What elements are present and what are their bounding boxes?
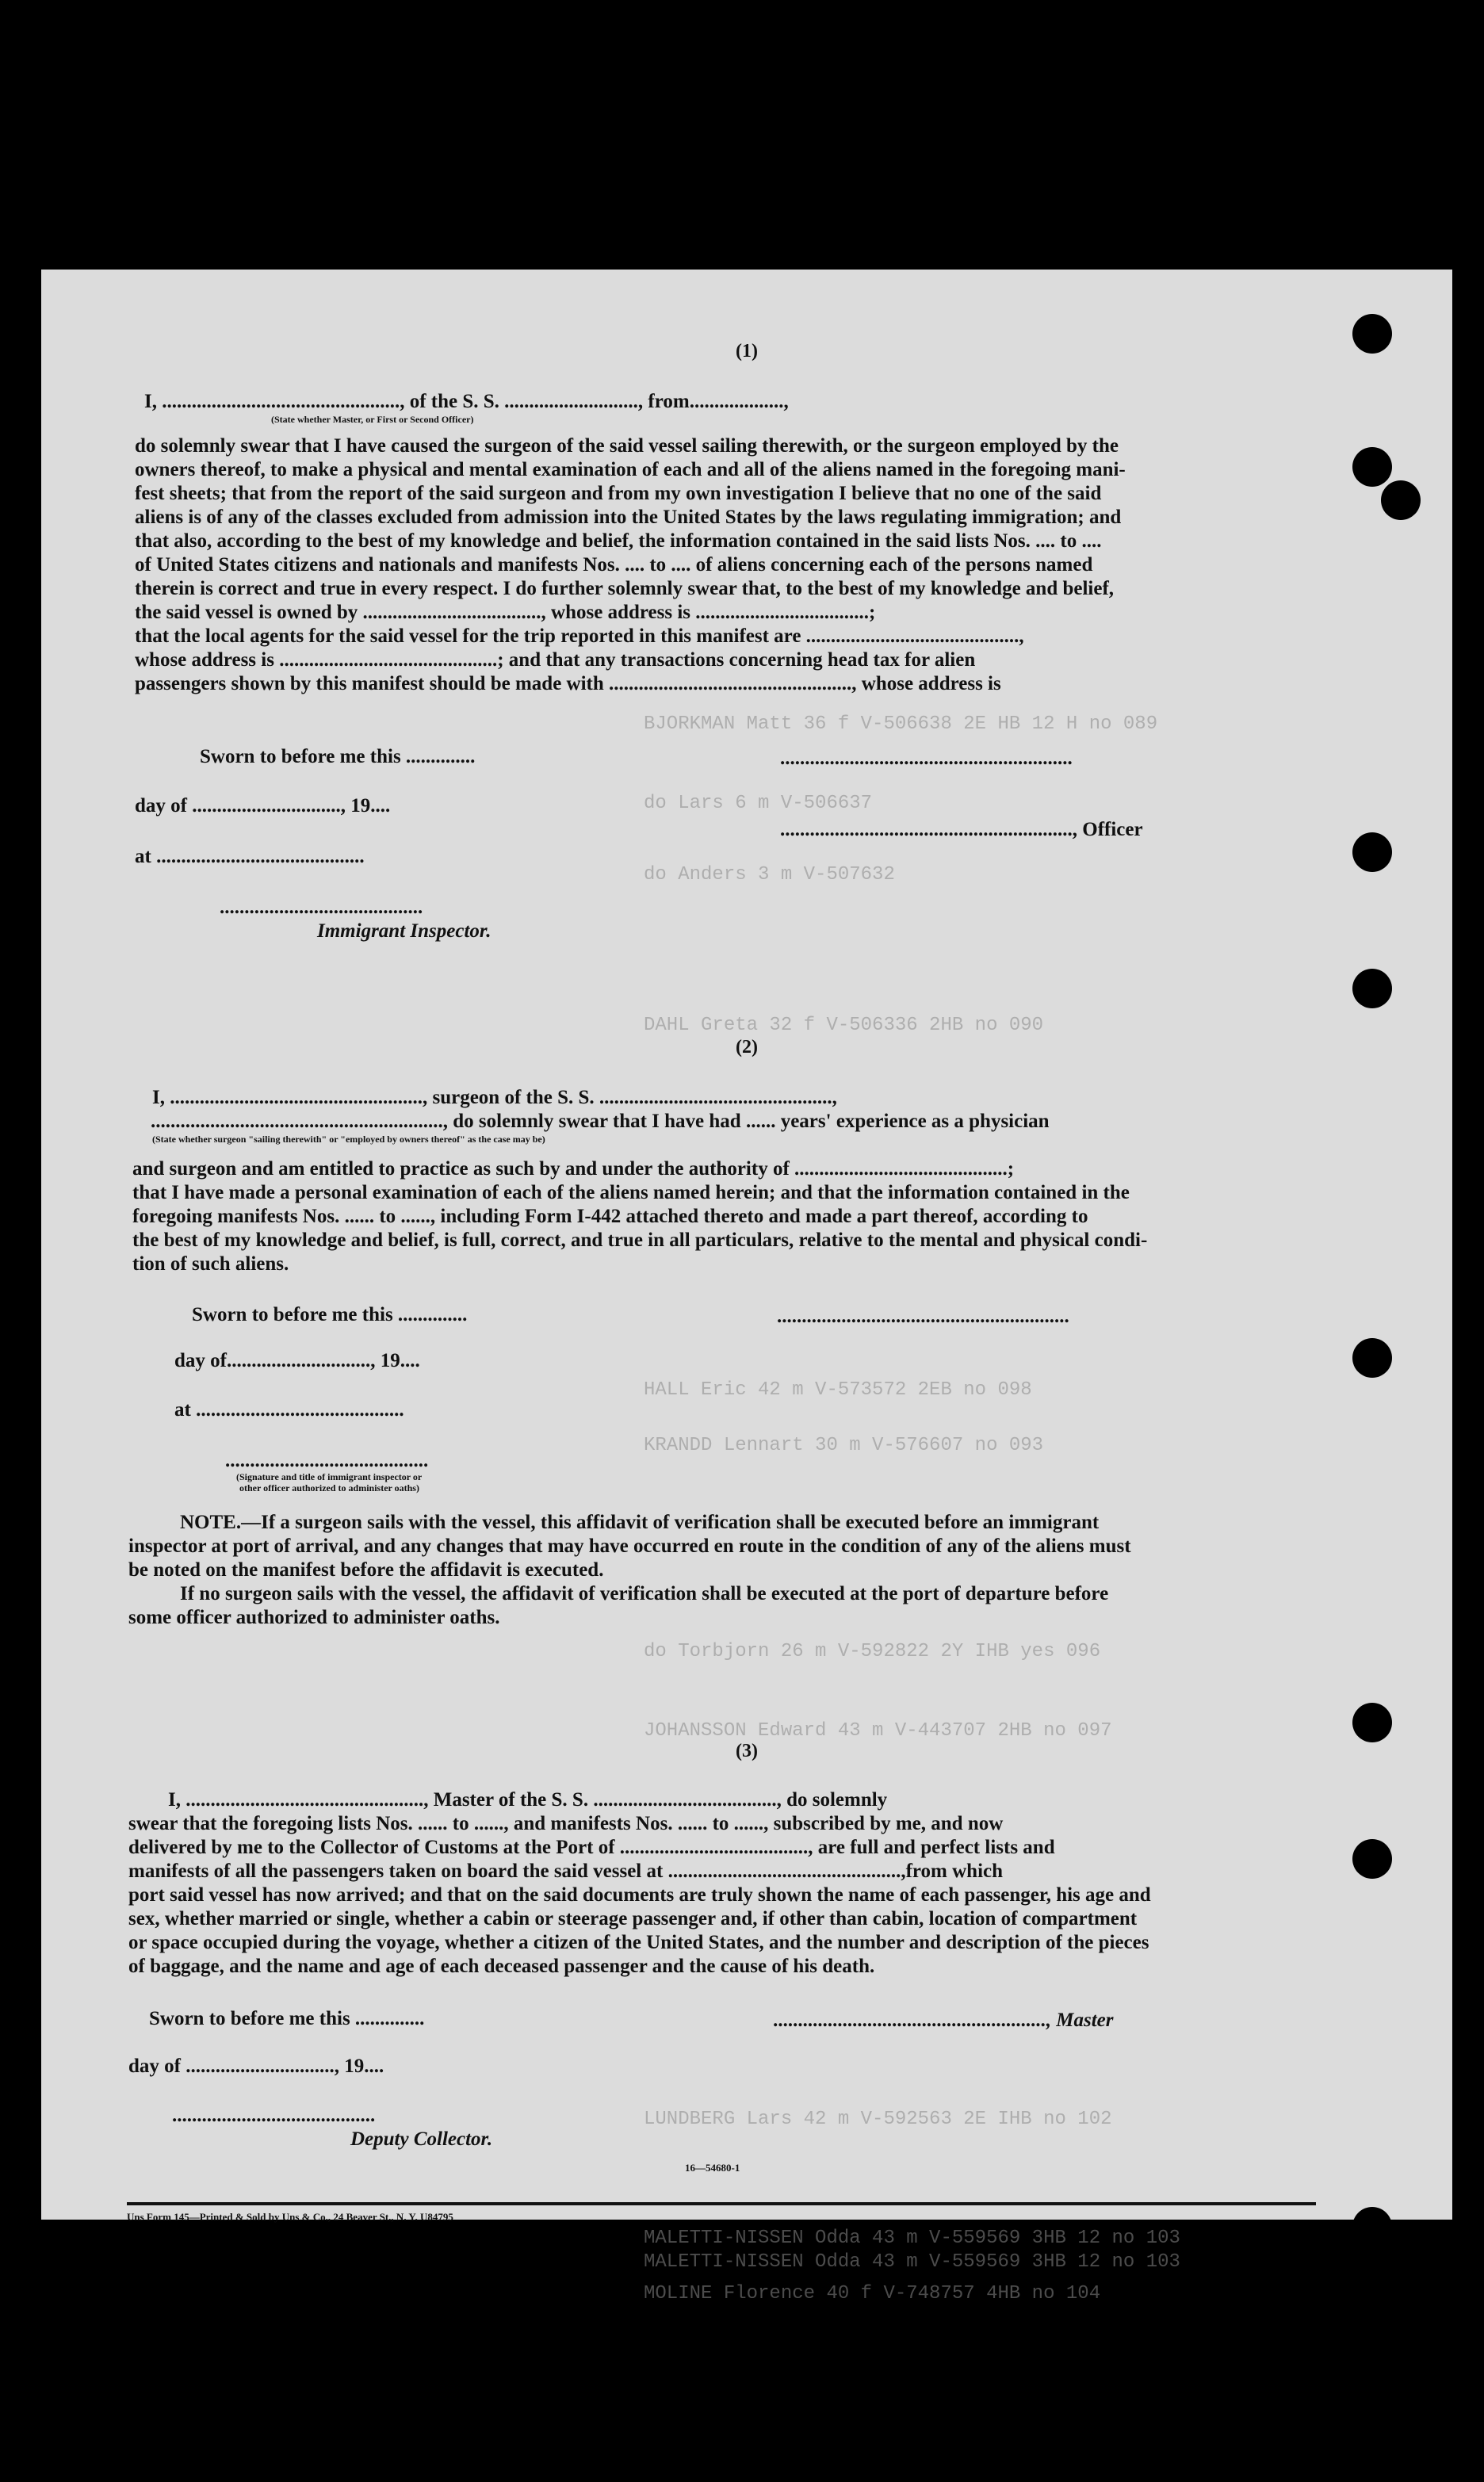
punch-hole <box>1352 314 1392 354</box>
bleed-line: do Torbjorn 26 m V-592822 2Y IHB yes 096 <box>644 1641 1101 1662</box>
section-1-officer: ..........................................................., Officer <box>780 819 1143 840</box>
punch-hole <box>1352 1338 1392 1378</box>
footer-code: 16—54680-1 <box>685 2162 740 2174</box>
section-1-inspector: Immigrant Inspector. <box>317 920 491 942</box>
punch-hole <box>1381 480 1421 520</box>
punch-hole <box>1352 2345 1392 2384</box>
bleed-line: BJORKMAN Matt 36 f V-506638 2E HB 12 H no 089 <box>644 713 1158 735</box>
section-2-sig-note1: (Signature and title of immigrant inspector or <box>236 1471 423 1482</box>
section-3-day: day of .............................., 19.... <box>128 2056 384 2077</box>
section-1-blank: ......................................... <box>220 897 423 918</box>
bleed-line: MALETTI-NISSEN Odda 43 m V-559569 3HB 12 no 103 <box>644 2251 1180 2273</box>
section-3-sworn: Sworn to before me this .............. <box>149 2008 425 2029</box>
section-2-line2: ..........................................................., do solemnly swear that I have had ...... years' experience as a physician <box>151 1111 1050 1132</box>
section-3-number: (3) <box>736 1741 758 1761</box>
section-1-note: (State whether Master, or First or Second Officer) <box>271 414 474 425</box>
section-1-number: (1) <box>736 341 758 361</box>
punch-hole <box>1352 969 1392 1008</box>
section-3-blank: ......................................... <box>172 2105 376 2126</box>
section-2-sworn: Sworn to before me this .............. <box>192 1304 468 1325</box>
punch-hole <box>1352 2207 1392 2247</box>
form-sheet: BJORKMAN Matt 36 f V-506638 2E HB 12 H no 089 do Lars 6 m V-506637 do Anders 3 m V-507632 DAHL Greta 32 f V-506336 2HB no 090 HALL Eric 42 m V-573572 2EB no 098 KRANDD Lennart 30 m V-576607 no 093 do Torbjorn 26 m V-592822 2Y IHB yes 096 JOHANSSON Edward 43 m V-443707 2HB no 097 LUNDBERG Lars 42 m V-592563 2E IHB no 102 MALETTI-NISSEN Odda 43 m V-559569 3HB 12 no 103 (1) I, ................................................, of the S. S. ..........................., from..................., (State whether Master, or First or Second Officer) do solemnly swear that I have caused the surgeon of the said vessel sailing therewith, or the surgeon employed by the owners thereof, to make a physical and mental examination of each and all of the aliens named in the foregoing mani- fest sheets; that from the report of the said surgeon and from my own investigation I believe that no one of the said aliens is of any of the classes excluded from admission into the United States by the laws regulating immigration; and that also, according to the best of my knowledge and belief, the information contained in the said lists Nos. .... to .... of United States citizens and nationals and manifests Nos. .... to .... of aliens concerning each of the persons named therein is correct and true in every respect. I do further solemnly swear that, to the best of my knowledge and belief, the said vessel is owned by ...................................., whose address is ...................................; that the local agents for the said vessel for the trip reported in this manifest are ..........................................., whose address is ............................................; and that any transactions concerning head tax for alien passengers shown by this manifest should be made with ................................................., whose address is Sworn to before me this .............. ........................................................... day of .............................., 19.... ..........................................................., Officer at .......................................... ......................................... Immigrant Inspector. (2) I, ..................................................., surgeon of the S. S. ..............................................., ..........................................................., do solemnly swear that I have had ...... years' experience as a physician (State whether surgeon "sailing therewith" or "employed by owners thereof" as the case may be) and surgeon and am entitled to practice as such by and under the authority of ...........................................; that I have made a personal examination of each of the aliens named herein; and that the information contained in the foregoing manifests Nos. ...... to ......, including Form I-442 attached thereto and made a part thereof, according to the best of my knowledge and belief, is full, correct, and true in all particulars, relative to the mental and physical condi- tion of such aliens. Sworn to before me this .............. ........................................................... day of............................., 19.... at .......................................... ......................................... (Signature and title of immigrant inspector or other officer authorized to administer oaths) NOTE.—If a surgeon sails with the vessel, this affidavit of verification shall be executed before an immigrant inspector at port of arrival, and any changes that may have occurred en route in the condition of any of the aliens must be noted on the manifest before the affidavit is executed. If no surgeon sails with the vessel, the affidavit of verification shall be executed at the port of departure before some officer authorized to administer oaths. (3) I, ................................................, Master of the S. S. ....................................., do solemnly swear that the foregoing lists Nos. ...... to ......, and manifests Nos. ...... to ......, subscribed by me, and now delivered by me to the Collector of Customs at the Port of ......................................, are full and perfect lists and manifests of all the passengers taken on board the said vessel at ...............................................,from which port said vessel has now arrived; and that on the said documents are truly shown the name of each passenger, his age and sex, whether married or single, whether a cabin or steerage passenger and, if other than cabin, location of compartment or space occupied during the voyage, whether a citizen of the United States, and the number and description of the pieces of baggage, and the name and age of each deceased passenger and the cause of his death. Sworn to before me this .............. ......................................................., Master day of .............................., 19.... ......................................... Deputy Collector. 16—54680-1 Uns Form 145—Printed & Sold by Uns & Co., 24 Beaver St., N. Y. U84795 MALETTI-NISSEN Odda 43 m V-559569 3HB 12 no 103 MOLINE Florence 40 f V-748757 4HB no 104 <box>41 270 1452 2220</box>
footer-rule <box>127 2202 1316 2205</box>
section-2-sig-note2: other officer authorized to administer oaths) <box>239 1482 419 1493</box>
bleed-line: DAHL Greta 32 f V-506336 2HB no 090 <box>644 1015 1044 1036</box>
punch-hole <box>1352 447 1392 487</box>
section-1-at: at .......................................... <box>135 846 365 867</box>
bleed-line: HALL Eric 42 m V-573572 2EB no 098 <box>644 1379 1032 1401</box>
bleed-line: MALETTI-NISSEN Odda 43 m V-559569 3HB 12 no 103 <box>644 2228 1180 2249</box>
section-3-collector: Deputy Collector. <box>350 2128 493 2150</box>
section-1-line1: I, ................................................, of the S. S. ..........................., from..................., <box>144 391 789 412</box>
bleed-line: KRANDD Lennart 30 m V-576607 no 093 <box>644 1435 1044 1456</box>
section-2-blank: ......................................... <box>225 1450 429 1471</box>
section-2-at: at .......................................... <box>174 1399 404 1421</box>
section-2-day: day of............................., 19.... <box>174 1350 420 1371</box>
bleed-line: do Lars 6 m V-506637 <box>644 793 873 814</box>
punch-hole <box>1352 1703 1392 1742</box>
section-1-sworn: Sworn to before me this .............. <box>200 746 476 767</box>
section-2-line1: I, ..................................................., surgeon of the S. S. ..............................................., <box>152 1087 837 1108</box>
section-3-master: ......................................................., Master <box>774 2010 1114 2031</box>
section-1-day: day of .............................., 19.... <box>135 795 391 816</box>
punch-hole <box>1352 832 1392 872</box>
bleed-line: do Anders 3 m V-507632 <box>644 864 895 885</box>
section-2-number: (2) <box>736 1037 758 1057</box>
bleed-line: JOHANSSON Edward 43 m V-443707 2HB no 097 <box>644 1720 1112 1742</box>
footer-imprint: Uns Form 145—Printed & Sold by Uns & Co., 24 Beaver St., N. Y. U84795 <box>127 2211 453 2223</box>
punch-hole <box>1352 1839 1392 1879</box>
section-2-right-blank: ........................................................... <box>777 1306 1069 1327</box>
bleed-line: LUNDBERG Lars 42 m V-592563 2E IHB no 102 <box>644 2109 1112 2130</box>
section-1-right-blank: ........................................................... <box>780 748 1073 769</box>
section-2-note: (State whether surgeon "sailing therewith" or "employed by owners thereof" as the case may be) <box>152 1134 545 1145</box>
bleed-line: MOLINE Florence 40 f V-748757 4HB no 104 <box>644 2283 1101 2304</box>
